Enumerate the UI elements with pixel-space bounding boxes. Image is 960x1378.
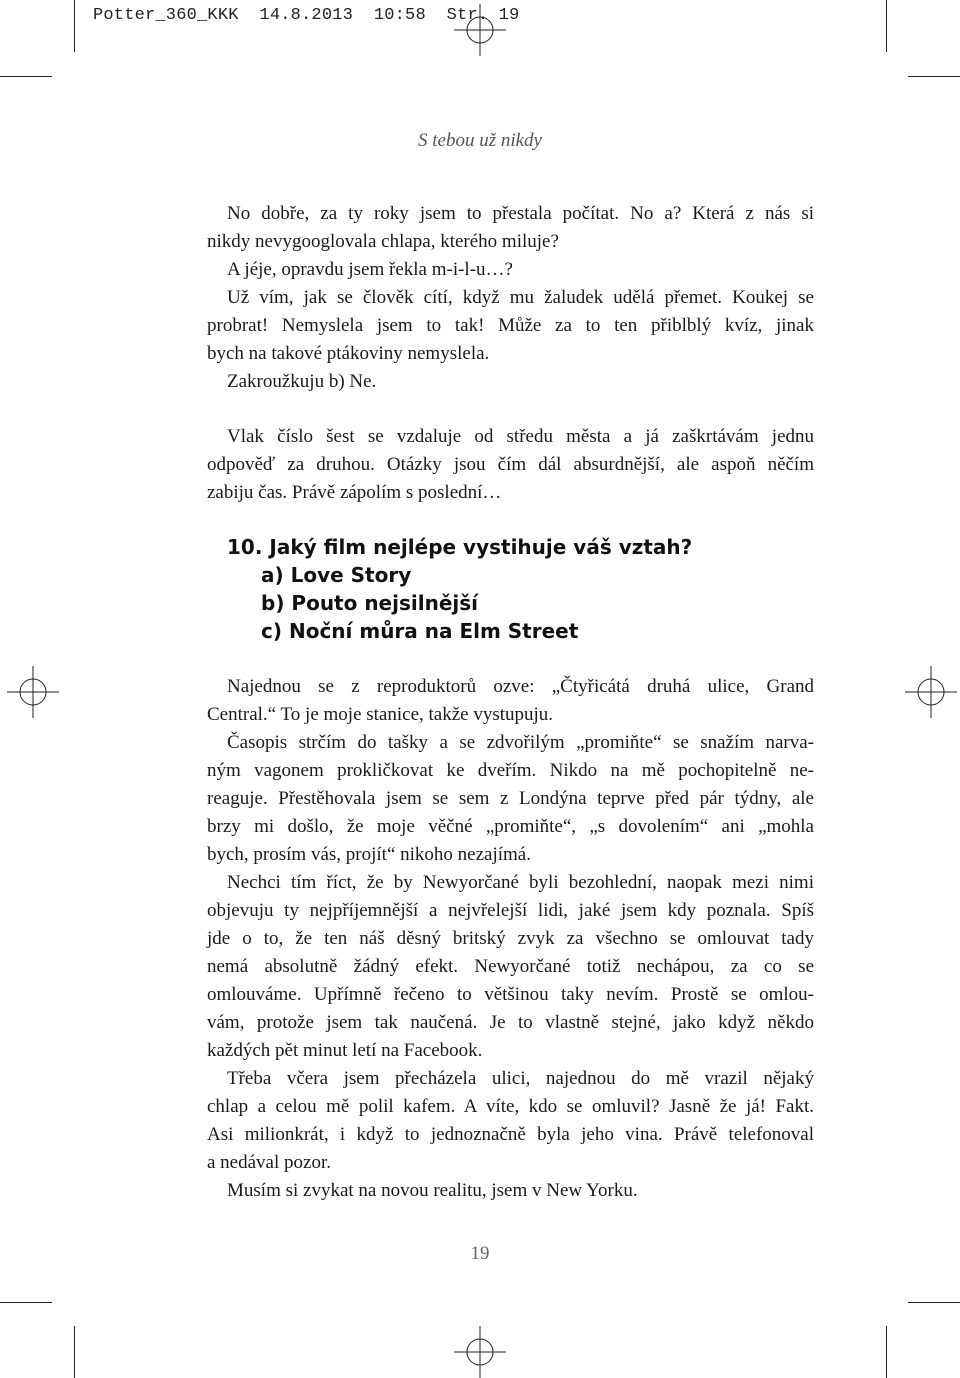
text-line: bych na takové ptákoviny nemyslela. bbox=[207, 343, 490, 364]
text-line: chlap a celou mě polil kafem. A víte, kdo se omluvil? Jasně že já! Fakt. bbox=[207, 1096, 814, 1117]
text-line: Asi milionkrát, i když to jednoznačně byla jeho vina. Právě telefonoval bbox=[207, 1124, 814, 1145]
registration-mark-icon bbox=[454, 1326, 506, 1378]
text-block-3 bbox=[207, 673, 814, 1205]
text-line: jde o to, že ten náš děsný britský zvyk za všechno se omlouvat tady bbox=[207, 928, 814, 949]
text-line: nemá absolutně žádný efekt. Newyorčané totiž nechápou, za co se bbox=[207, 956, 814, 977]
running-head: S tebou už nikdy bbox=[417, 130, 542, 151]
crop-mark bbox=[908, 76, 960, 77]
text-line: objevuju ty nejpříjemnější a nejvřelejší lidi, jaké jsem kdy poznala. Spíš bbox=[207, 900, 814, 921]
text-line: reaguje. Přestěhovala jsem se sem z Londýna teprve před pár týdny, ale bbox=[207, 788, 814, 809]
text-line: Už vím, jak se člověk cítí, když mu žaludek udělá přemet. Koukej se bbox=[227, 287, 814, 308]
text-line: bych, prosím vás, projít“ nikoho nezajímá. bbox=[207, 844, 531, 865]
quiz-option: c) Noční můra na Elm Street bbox=[261, 619, 579, 643]
text-block-1 bbox=[207, 200, 814, 396]
quiz-block bbox=[207, 533, 814, 645]
crop-mark bbox=[886, 1326, 887, 1378]
text-line: ným vagonem prokličkovat ke dveřím. Nikdo na mě pochopitelně ne- bbox=[207, 760, 814, 781]
crop-mark bbox=[74, 1326, 75, 1378]
text-line: Třeba včera jsem přecházela ulici, najednou do mě vrazil nějaký bbox=[227, 1068, 814, 1089]
text-block-2 bbox=[207, 423, 814, 507]
text-line: Najednou se z reproduktorů ozve: „Čtyřicátá druhá ulice, Grand bbox=[227, 676, 814, 697]
text-line: nikdy nevygooglovala chlapa, kterého miluje? bbox=[207, 231, 559, 252]
page-number: 19 bbox=[470, 1243, 490, 1264]
crop-mark bbox=[0, 1302, 52, 1303]
registration-mark-icon bbox=[905, 666, 957, 718]
text-line: probrat! Nemyslela jsem to tak! Může za to ten přiblblý kvíz, jinak bbox=[207, 315, 814, 336]
printer-slug: Potter_360_KKK 14.8.2013 10:58 Str. 19 bbox=[93, 6, 520, 25]
text-line: odpověď za druhou. Otázky jsou čím dál absurdnější, ale aspoň něčím bbox=[207, 454, 814, 475]
text-line: vám, protože jsem tak naučená. Je to vlastně stejné, jako když někdo bbox=[207, 1012, 814, 1033]
crop-mark bbox=[886, 0, 887, 52]
text-line: Zakroužkuju b) Ne. bbox=[227, 371, 377, 392]
quiz-option: a) Love Story bbox=[261, 563, 412, 587]
text-line: Časopis strčím do tašky a se zdvořilým „promiňte“ se snažím narva- bbox=[227, 732, 814, 753]
crop-mark bbox=[908, 1302, 960, 1303]
text-line: každých pět minut letí na Facebook. bbox=[207, 1040, 483, 1061]
text-line: No dobře, za ty roky jsem to přestala počítat. No a? Která z nás si bbox=[227, 203, 814, 224]
text-line: Vlak číslo šest se vzdaluje od středu města a já zaškrtávám jednu bbox=[227, 426, 814, 447]
quiz-question: 10. Jaký film nejlépe vystihuje váš vztah? bbox=[227, 535, 693, 559]
text-line: Nechci tím říct, že by Newyorčané byli bezohlední, naopak mezi nimi bbox=[227, 872, 814, 893]
text-line: brzy mi došlo, že moje věčné „promiňte“, „s dovolením“ ani „mohla bbox=[207, 816, 814, 837]
crop-mark bbox=[74, 0, 75, 52]
text-line: A jéje, opravdu jsem řekla m-i-l-u…? bbox=[227, 259, 513, 280]
text-line: zabiju čas. Právě zápolím s poslední… bbox=[207, 482, 502, 503]
quiz-option: b) Pouto nejsilnější bbox=[261, 591, 479, 615]
crop-mark bbox=[0, 76, 52, 77]
registration-mark-icon bbox=[7, 666, 59, 718]
registration-mark-icon bbox=[454, 4, 506, 56]
text-line: a nedával pozor. bbox=[207, 1152, 331, 1173]
text-line: Musím si zvykat na novou realitu, jsem v New Yorku. bbox=[227, 1180, 638, 1201]
text-line: omlouváme. Upřímně řečeno to většinou taky nevím. Prostě se omlou- bbox=[207, 984, 814, 1005]
text-line: Central.“ To je moje stanice, takže vystupuju. bbox=[207, 704, 554, 725]
